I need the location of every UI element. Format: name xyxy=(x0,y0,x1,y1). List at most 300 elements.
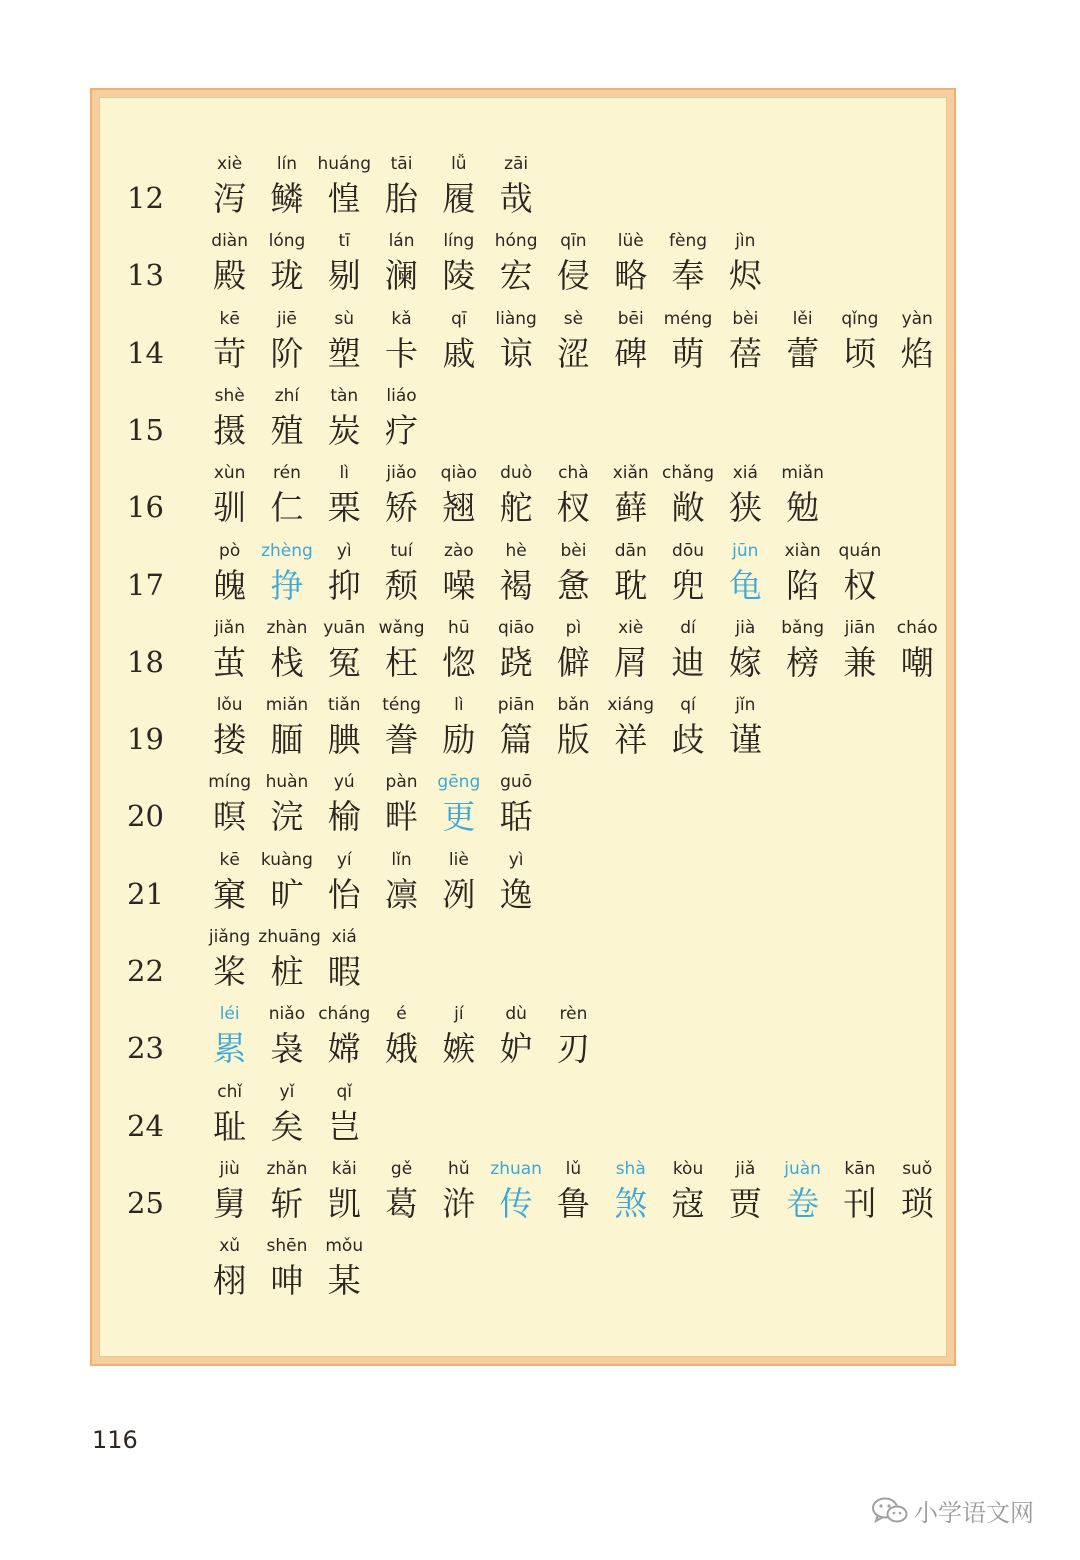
vocab-character xyxy=(545,615,602,685)
pinyin: zhǎn xyxy=(266,1158,308,1179)
pinyin: miǎn xyxy=(781,463,824,484)
pinyin: hǔ xyxy=(448,1158,470,1179)
vocab-character xyxy=(258,924,321,994)
pinyin: tī xyxy=(338,231,350,252)
hanzi: 抑 xyxy=(327,565,361,605)
vocab-character xyxy=(316,228,373,298)
vocab-character xyxy=(258,151,315,221)
hanzi: 颓 xyxy=(385,565,419,605)
pinyin: méng xyxy=(663,308,713,329)
hanzi: 蕾 xyxy=(786,333,820,373)
hanzi: 嘲 xyxy=(900,642,934,682)
pinyin: zhuan xyxy=(490,1158,542,1179)
vocab-character xyxy=(717,615,774,685)
pinyin: kuàng xyxy=(260,849,313,870)
pinyin: hóng xyxy=(494,231,538,252)
vocab-character xyxy=(602,460,659,530)
hanzi: 摄 xyxy=(213,410,247,450)
pinyin: jìn xyxy=(735,231,756,252)
vocab-character xyxy=(774,538,831,608)
lesson-number: 15 xyxy=(127,412,164,447)
hanzi: 谨 xyxy=(728,720,762,760)
hanzi: 狭 xyxy=(728,488,762,528)
hanzi: 魄 xyxy=(213,565,247,605)
lesson-number: 21 xyxy=(127,876,164,911)
pinyin: chǎng xyxy=(661,463,715,484)
character-list xyxy=(201,769,545,839)
vocab-character xyxy=(373,692,430,762)
hanzi: 茧 xyxy=(213,642,247,682)
pinyin: qǐ xyxy=(336,1081,352,1102)
hanzi: 凛 xyxy=(385,874,419,914)
hanzi: 噪 xyxy=(442,565,476,605)
vocab-character xyxy=(602,615,659,685)
pinyin: qí xyxy=(680,695,696,716)
pinyin: jūn xyxy=(732,540,759,561)
hanzi: 榆 xyxy=(327,797,361,837)
hanzi: 桩 xyxy=(270,952,304,991)
hanzi: 权 xyxy=(843,565,877,605)
hanzi: 逸 xyxy=(499,874,533,914)
vocab-character xyxy=(430,306,487,376)
hanzi: 葛 xyxy=(385,1183,419,1223)
vocab-character xyxy=(717,228,774,298)
character-list xyxy=(201,1233,373,1303)
vocab-character xyxy=(602,228,659,298)
hanzi: 搂 xyxy=(213,720,247,760)
vocab-character xyxy=(258,1001,315,1071)
pinyin: yuān xyxy=(323,617,366,638)
character-list xyxy=(201,1156,946,1226)
hanzi: 耻 xyxy=(213,1106,247,1146)
vocab-character xyxy=(487,847,544,917)
pinyin: bèi xyxy=(732,308,759,329)
vocab-character xyxy=(774,460,831,530)
vocab-character xyxy=(430,769,487,839)
pinyin: xùn xyxy=(213,463,246,484)
hanzi: 冽 xyxy=(442,874,476,914)
vocab-character xyxy=(316,615,373,685)
lesson-number: 13 xyxy=(127,258,164,293)
vocab-character xyxy=(201,692,258,762)
hanzi: 迪 xyxy=(671,642,705,682)
vocab-character xyxy=(545,306,602,376)
pinyin: jiǎo xyxy=(386,463,417,484)
hanzi: 励 xyxy=(442,720,476,760)
hanzi: 顷 xyxy=(843,333,877,373)
hanzi: 凯 xyxy=(327,1183,361,1223)
vocab-character xyxy=(201,151,258,221)
hanzi: 澜 xyxy=(385,256,419,296)
hanzi: 岂 xyxy=(327,1106,361,1146)
hanzi: 歧 xyxy=(671,720,705,760)
hanzi: 谅 xyxy=(499,333,533,373)
vocabulary-panel-border xyxy=(90,88,956,1366)
hanzi: 篇 xyxy=(499,720,533,760)
pinyin: qǐng xyxy=(841,308,879,329)
hanzi: 煞 xyxy=(614,1183,648,1223)
vocab-character xyxy=(316,692,373,762)
pinyin: juàn xyxy=(784,1158,821,1179)
pinyin: lì xyxy=(454,695,464,716)
vocab-character xyxy=(487,151,544,221)
pinyin: kǎ xyxy=(391,308,412,329)
hanzi: 嫁 xyxy=(728,642,762,682)
hanzi: 炭 xyxy=(327,410,361,450)
vocab-character xyxy=(258,538,315,608)
vocab-character xyxy=(659,228,716,298)
vocab-character xyxy=(487,538,544,608)
pinyin: tāi xyxy=(390,154,413,174)
pinyin: cháng xyxy=(318,1004,371,1025)
pinyin: jiù xyxy=(219,1158,240,1179)
vocab-character xyxy=(258,460,315,530)
hanzi: 栩 xyxy=(213,1261,247,1301)
lesson-number: 23 xyxy=(127,1031,164,1066)
hanzi: 戚 xyxy=(442,333,476,373)
hanzi: 碑 xyxy=(614,333,648,373)
pinyin: tiǎn xyxy=(327,695,361,716)
vocab-character xyxy=(201,460,258,530)
pinyin: tuí xyxy=(390,540,413,561)
vocab-character xyxy=(316,306,373,376)
pinyin: zhèng xyxy=(261,540,313,561)
pinyin: sè xyxy=(563,308,584,329)
vocab-character xyxy=(545,460,602,530)
hanzi: 惫 xyxy=(556,565,590,605)
vocab-character xyxy=(430,1001,487,1071)
hanzi: 誊 xyxy=(385,720,419,760)
pinyin: shēn xyxy=(266,1236,308,1257)
hanzi: 珑 xyxy=(270,256,304,296)
vocab-character xyxy=(316,538,373,608)
hanzi: 涩 xyxy=(556,333,590,373)
vocab-character xyxy=(774,615,831,685)
vocab-character xyxy=(602,306,659,376)
vocab-character xyxy=(430,692,487,762)
vocab-character xyxy=(602,692,659,762)
pinyin: xiá xyxy=(331,927,357,947)
hanzi: 浣 xyxy=(270,797,304,837)
vocab-character xyxy=(889,1156,946,1226)
hanzi: 翘 xyxy=(442,488,476,528)
pinyin: yàn xyxy=(901,308,933,329)
pinyin: sù xyxy=(334,308,355,329)
hanzi: 焰 xyxy=(900,333,934,373)
hanzi: 挣 xyxy=(270,565,304,605)
pinyin: dí xyxy=(680,617,696,638)
hanzi: 贾 xyxy=(728,1183,762,1223)
pinyin: kē xyxy=(219,308,240,329)
hanzi: 哉 xyxy=(499,179,533,218)
pinyin: miǎn xyxy=(265,695,309,716)
hanzi: 奉 xyxy=(671,256,705,296)
hanzi: 惚 xyxy=(442,642,476,682)
hanzi: 驯 xyxy=(213,488,247,528)
vocab-character xyxy=(316,769,373,839)
vocab-character xyxy=(487,769,544,839)
vocab-character xyxy=(201,847,258,917)
lesson-number: 25 xyxy=(127,1185,164,1220)
lesson-number: 19 xyxy=(127,722,164,757)
hanzi: 暇 xyxy=(327,952,361,991)
vocab-character xyxy=(201,228,258,298)
vocab-character xyxy=(659,615,716,685)
hanzi: 榜 xyxy=(786,642,820,682)
pinyin: lì xyxy=(339,463,349,484)
pinyin: rén xyxy=(273,463,301,484)
hanzi: 惶 xyxy=(327,179,361,218)
vocab-character xyxy=(717,538,774,608)
pinyin: gě xyxy=(390,1158,413,1179)
pinyin: kòu xyxy=(672,1158,704,1179)
hanzi: 更 xyxy=(442,797,476,837)
hanzi: 兼 xyxy=(843,642,877,682)
vocab-character xyxy=(487,228,544,298)
hanzi: 剔 xyxy=(327,256,361,296)
hanzi: 腼 xyxy=(270,720,304,760)
vocab-character xyxy=(201,924,258,994)
watermark-text: 小学语文网 xyxy=(914,1499,1034,1527)
character-list xyxy=(201,847,545,917)
vocab-character xyxy=(258,228,315,298)
pinyin: qīn xyxy=(560,231,587,252)
pinyin: liáo xyxy=(386,385,417,406)
lesson-number: 22 xyxy=(127,954,164,988)
vocab-character xyxy=(373,460,430,530)
vocab-character xyxy=(487,1156,544,1226)
hanzi: 怡 xyxy=(327,874,361,914)
hanzi: 侵 xyxy=(556,256,590,296)
character-list xyxy=(201,306,946,376)
vocab-character xyxy=(316,151,373,221)
vocab-character xyxy=(316,924,373,994)
lesson-number: 12 xyxy=(127,181,164,215)
hanzi: 藓 xyxy=(614,488,648,528)
hanzi: 阶 xyxy=(270,333,304,373)
pinyin: kǎi xyxy=(331,1158,357,1179)
vocab-character xyxy=(201,615,258,685)
lesson-number: 14 xyxy=(127,335,164,370)
vocab-character xyxy=(316,1156,373,1226)
vocab-character xyxy=(889,306,946,376)
pinyin: xiè xyxy=(618,617,644,638)
pinyin: liàng xyxy=(495,308,537,329)
pinyin: fèng xyxy=(669,231,708,252)
pinyin: lěi xyxy=(792,308,813,329)
hanzi: 蓓 xyxy=(728,333,762,373)
vocab-character xyxy=(201,1079,258,1149)
pinyin: shà xyxy=(615,1158,646,1179)
vocab-character xyxy=(258,692,315,762)
vocab-character xyxy=(316,460,373,530)
hanzi: 略 xyxy=(614,256,648,296)
vocab-character xyxy=(373,228,430,298)
lesson-number: 16 xyxy=(127,490,164,525)
vocab-character xyxy=(487,306,544,376)
hanzi: 萌 xyxy=(671,333,705,373)
pinyin: xiàn xyxy=(784,540,821,561)
pinyin: hè xyxy=(505,540,527,561)
hanzi: 苛 xyxy=(213,333,247,373)
hanzi: 枉 xyxy=(385,642,419,682)
vocab-character xyxy=(487,615,544,685)
hanzi: 陵 xyxy=(442,256,476,296)
vocab-character xyxy=(487,1001,544,1071)
hanzi: 屑 xyxy=(614,642,648,682)
pinyin: xiè xyxy=(217,154,243,174)
pinyin: xǔ xyxy=(219,1236,241,1257)
vocab-character xyxy=(201,306,258,376)
hanzi: 舵 xyxy=(499,488,533,528)
pinyin: jǐn xyxy=(735,695,756,716)
hanzi: 畔 xyxy=(385,797,419,837)
pinyin: zhí xyxy=(274,385,300,406)
hanzi: 勉 xyxy=(786,488,820,528)
vocab-character xyxy=(602,538,659,608)
pinyin: dōu xyxy=(672,540,704,561)
pinyin: é xyxy=(396,1004,407,1025)
pinyin: qiāo xyxy=(497,617,535,638)
pinyin: lǐn xyxy=(391,849,412,870)
pinyin: chà xyxy=(558,463,589,484)
character-list xyxy=(201,151,545,221)
pinyin: mǒu xyxy=(325,1236,364,1257)
vocab-character xyxy=(201,1001,258,1071)
vocab-character xyxy=(258,383,315,453)
pinyin: shè xyxy=(214,385,245,406)
pinyin: lǔ xyxy=(565,1158,582,1179)
pinyin: lán xyxy=(388,231,415,252)
pinyin: yú xyxy=(333,772,355,793)
character-list xyxy=(201,228,774,298)
pinyin: huáng xyxy=(317,154,372,174)
character-list xyxy=(201,460,831,530)
lesson-number: 24 xyxy=(127,1108,164,1143)
hanzi: 龟 xyxy=(728,565,762,605)
pinyin: pàn xyxy=(385,772,418,793)
vocab-character xyxy=(258,615,315,685)
vocab-character xyxy=(373,1001,430,1071)
vocab-character xyxy=(831,615,888,685)
pinyin: yí xyxy=(336,849,352,870)
pinyin: qiào xyxy=(440,463,477,484)
pinyin: yì xyxy=(336,540,352,561)
vocab-character xyxy=(659,692,716,762)
pinyin: míng xyxy=(208,772,252,793)
pinyin: pò xyxy=(219,540,241,561)
hanzi: 鲁 xyxy=(556,1183,590,1223)
hanzi: 栗 xyxy=(327,488,361,528)
vocab-character xyxy=(430,228,487,298)
vocab-character xyxy=(258,1233,315,1303)
vocab-character xyxy=(201,1233,258,1303)
hanzi: 宏 xyxy=(499,256,533,296)
hanzi: 疗 xyxy=(385,410,419,450)
vocab-character xyxy=(373,306,430,376)
hanzi: 兜 xyxy=(671,565,705,605)
vocab-character xyxy=(717,692,774,762)
pinyin: xiá xyxy=(732,463,758,484)
vocab-character xyxy=(316,1233,373,1303)
vocab-character xyxy=(659,1156,716,1226)
pinyin: lóng xyxy=(268,231,306,252)
vocab-character xyxy=(373,847,430,917)
vocab-character xyxy=(545,538,602,608)
character-list xyxy=(201,538,889,608)
vocab-character xyxy=(831,306,888,376)
hanzi: 卡 xyxy=(385,333,419,373)
hanzi: 浒 xyxy=(442,1183,476,1223)
pinyin: kē xyxy=(219,849,240,870)
pinyin: chǐ xyxy=(217,1081,243,1102)
pinyin: tàn xyxy=(330,385,359,406)
hanzi: 敞 xyxy=(671,488,705,528)
vocab-character xyxy=(430,615,487,685)
hanzi: 腆 xyxy=(327,720,361,760)
hanzi: 版 xyxy=(556,720,590,760)
vocab-character xyxy=(659,306,716,376)
vocab-character xyxy=(201,383,258,453)
vocab-character xyxy=(487,692,544,762)
pinyin: cháo xyxy=(896,617,938,638)
hanzi: 袅 xyxy=(270,1029,304,1069)
pinyin: hū xyxy=(448,617,470,638)
pinyin: lüè xyxy=(617,231,644,252)
vocab-character xyxy=(545,692,602,762)
hanzi: 刊 xyxy=(843,1183,877,1223)
vocab-character xyxy=(774,1156,831,1226)
pinyin: jiǎng xyxy=(208,927,251,947)
pinyin: bǎn xyxy=(557,695,590,716)
character-list xyxy=(201,1001,602,1071)
hanzi: 嫉 xyxy=(442,1029,476,1069)
pinyin: jí xyxy=(454,1004,464,1025)
hanzi: 旷 xyxy=(270,874,304,914)
hanzi: 妒 xyxy=(499,1029,533,1069)
vocab-character xyxy=(545,1156,602,1226)
pinyin: bēi xyxy=(617,308,644,329)
pinyin: léi xyxy=(219,1004,240,1025)
vocab-character xyxy=(258,1156,315,1226)
pinyin: pì xyxy=(565,617,582,638)
vocab-character xyxy=(774,306,831,376)
hanzi: 刃 xyxy=(556,1029,590,1069)
vocab-character xyxy=(373,383,430,453)
character-list xyxy=(201,924,373,994)
vocab-character xyxy=(602,1156,659,1226)
watermark xyxy=(872,1493,1034,1528)
pinyin: jià xyxy=(735,617,756,638)
hanzi: 斩 xyxy=(270,1183,304,1223)
vocab-character xyxy=(373,769,430,839)
vocab-character xyxy=(316,847,373,917)
pinyin: qī xyxy=(451,308,467,329)
pinyin: piān xyxy=(497,695,535,716)
vocab-character xyxy=(258,1079,315,1149)
pinyin: zhuāng xyxy=(258,927,321,947)
vocab-character xyxy=(831,1156,888,1226)
hanzi: 栈 xyxy=(270,642,304,682)
vocab-character xyxy=(430,1156,487,1226)
pinyin: yì xyxy=(508,849,524,870)
vocab-character xyxy=(201,769,258,839)
hanzi: 寇 xyxy=(671,1183,705,1223)
hanzi: 呻 xyxy=(270,1261,304,1301)
lesson-number: 18 xyxy=(127,644,164,679)
hanzi: 累 xyxy=(213,1029,247,1069)
pinyin: líng xyxy=(443,231,475,252)
